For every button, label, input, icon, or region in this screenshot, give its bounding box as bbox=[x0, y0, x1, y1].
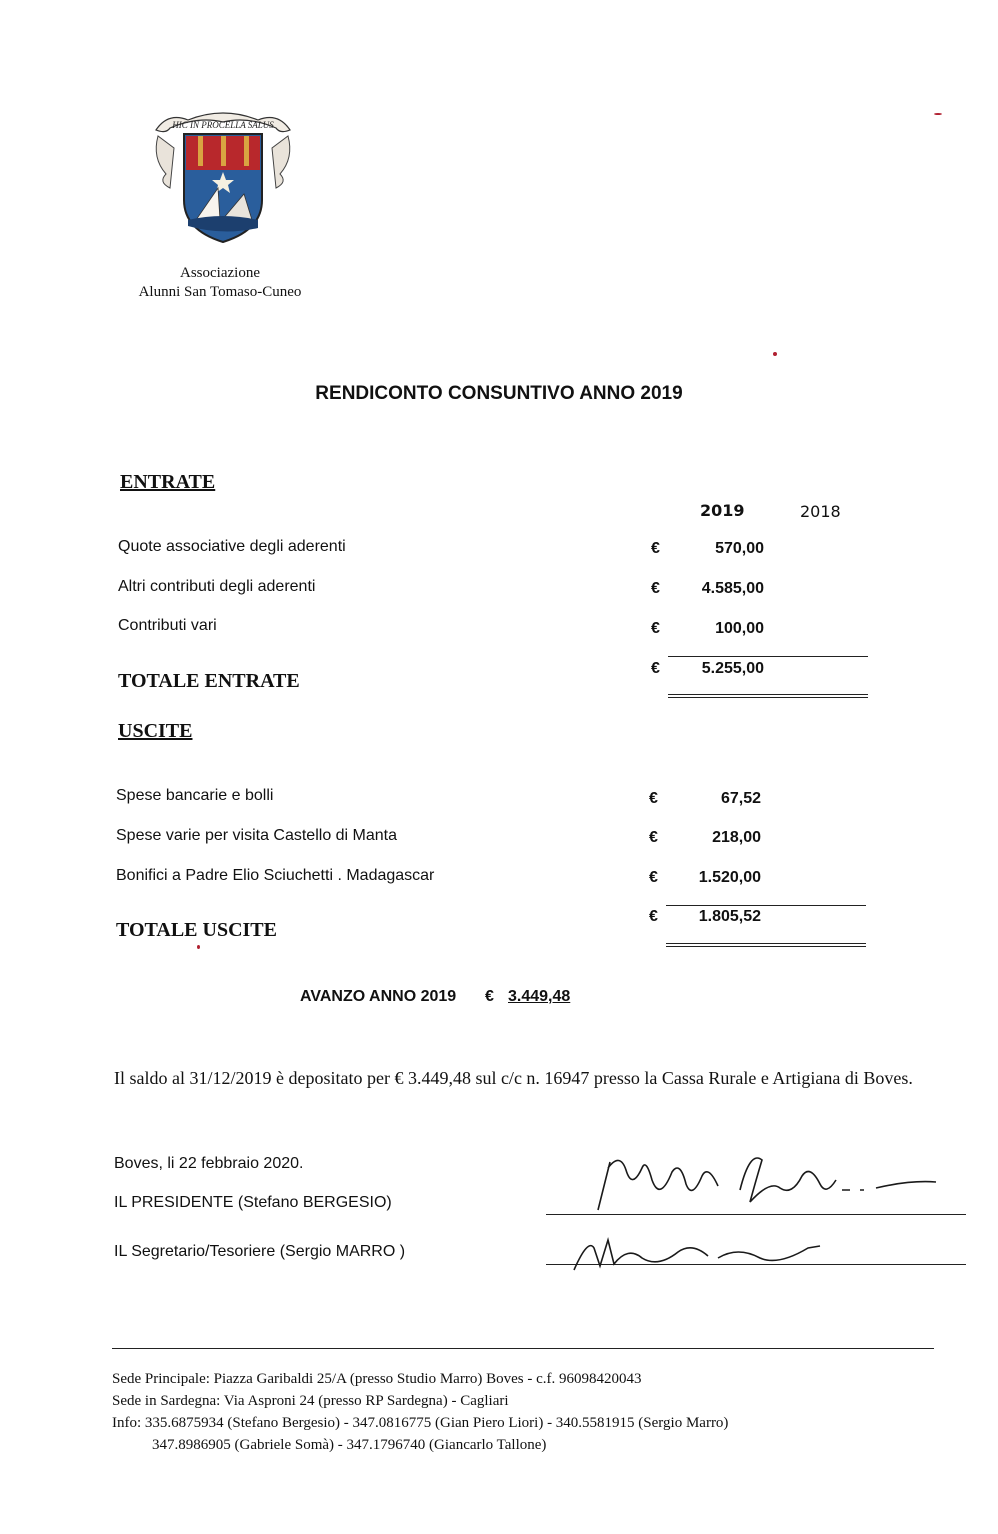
scan-speck bbox=[773, 352, 777, 356]
entrate-row-label: Quote associative degli aderenti bbox=[118, 538, 346, 555]
subtotal-rule bbox=[668, 656, 868, 657]
president-signature bbox=[580, 1140, 960, 1220]
uscite-row-currency: € bbox=[649, 869, 658, 886]
uscite-row-label: Spese varie per visita Castello di Manta bbox=[116, 827, 398, 844]
uscite-row-label: Bonifici a Padre Elio Sciuchetti . Madagascar bbox=[116, 867, 435, 884]
secretary-signature bbox=[568, 1228, 838, 1274]
totale-uscite-label: TOTALE USCITE bbox=[116, 919, 277, 941]
footer-divider bbox=[112, 1348, 934, 1349]
total-double-rule bbox=[668, 697, 868, 698]
footer-contacts: Info: 335.6875934 (Stefano Bergesio) - 347.0816775 (Gian Piero Liori) - 340.5581915 (Sergio Marro) bbox=[112, 1415, 729, 1431]
footer-address-sardegna: Sede in Sardegna: Via Asproni 24 (presso RP Sardegna) - Cagliari bbox=[112, 1393, 509, 1409]
totale-entrate-amount: 5.255,00 bbox=[701, 660, 764, 677]
column-year-previous: 2018 bbox=[800, 502, 841, 521]
entrate-heading: ENTRATE bbox=[120, 471, 216, 493]
scan-speck bbox=[197, 945, 200, 949]
footer-address-main: Sede Principale: Piazza Garibaldi 25/A (presso Studio Marro) Boves - c.f. 96098420043 bbox=[112, 1371, 642, 1387]
uscite-row-amount: 67,52 bbox=[720, 790, 761, 807]
document-title: RENDICONTO CONSUNTIVO ANNO 2019 bbox=[315, 383, 683, 404]
scan-speck bbox=[934, 113, 942, 115]
footer-contacts-continued: 347.8986905 (Gabriele Somà) - 347.1796740 (Giancarlo Tallone) bbox=[152, 1437, 547, 1453]
entrate-row-currency: € bbox=[651, 580, 660, 597]
totale-entrate-currency: € bbox=[651, 660, 660, 677]
column-year-current: 2019 bbox=[700, 501, 745, 520]
total-double-rule bbox=[666, 943, 866, 944]
subtotal-rule bbox=[666, 905, 866, 906]
total-double-rule bbox=[666, 946, 866, 947]
entrate-row-amount: 100,00 bbox=[715, 620, 764, 637]
entrate-row-currency: € bbox=[651, 540, 660, 557]
avanzo-currency: € bbox=[485, 988, 494, 1005]
uscite-heading: USCITE bbox=[118, 720, 193, 742]
uscite-row-currency: € bbox=[649, 790, 658, 807]
organization-name bbox=[115, 264, 325, 302]
entrate-row-label: Contributi vari bbox=[118, 617, 217, 634]
secretary-label: IL Segretario/Tesoriere (Sergio MARRO ) bbox=[114, 1243, 406, 1260]
entrate-row-amount: 570,00 bbox=[715, 540, 764, 557]
entrate-row-currency: € bbox=[651, 620, 660, 637]
total-double-rule bbox=[668, 694, 868, 695]
org-name-line2: Alunni San Tomaso-Cuneo bbox=[138, 284, 302, 300]
totale-uscite-amount: 1.805,52 bbox=[698, 908, 761, 925]
org-name-line1: Associazione bbox=[180, 265, 260, 281]
svg-text:HIC IN PROCELLA SALUS: HIC IN PROCELLA SALUS bbox=[172, 120, 274, 130]
entrate-row-label: Altri contributi degli aderenti bbox=[118, 578, 316, 595]
association-crest-logo bbox=[148, 108, 298, 248]
saldo-statement: Il saldo al 31/12/2019 è depositato per € 3.449,48 sul c/c n. 16947 presso la Cassa Rurale e Artigiana di Boves. bbox=[114, 1068, 913, 1088]
avanzo-label: AVANZO ANNO 2019 bbox=[300, 988, 457, 1005]
totale-uscite-currency: € bbox=[649, 908, 658, 925]
totale-entrate-label: TOTALE ENTRATE bbox=[118, 670, 300, 692]
uscite-row-amount: 1.520,00 bbox=[698, 869, 761, 886]
president-label: IL PRESIDENTE (Stefano BERGESIO) bbox=[114, 1194, 392, 1211]
uscite-row-label: Spese bancarie e bolli bbox=[116, 787, 274, 804]
avanzo-amount: 3.449,48 bbox=[508, 988, 571, 1005]
place-date: Boves, li 22 febbraio 2020. bbox=[114, 1155, 304, 1172]
uscite-row-currency: € bbox=[649, 829, 658, 846]
entrate-row-amount: 4.585,00 bbox=[701, 580, 764, 597]
uscite-row-amount: 218,00 bbox=[712, 829, 761, 846]
